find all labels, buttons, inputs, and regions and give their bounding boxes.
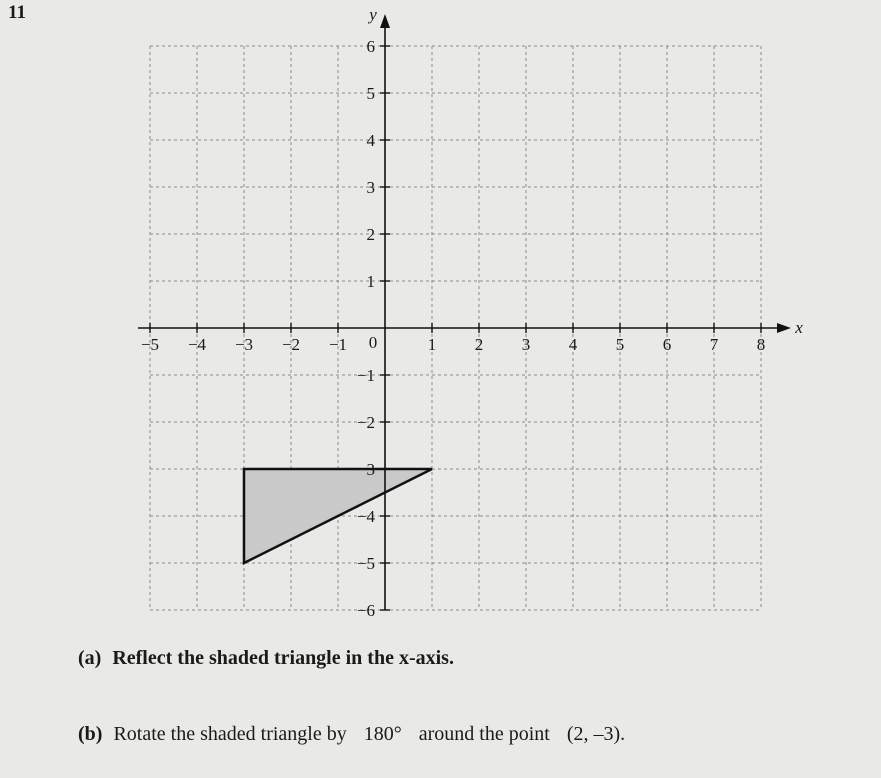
- y-tick-label: −1: [356, 366, 375, 385]
- y-tick-label: −2: [356, 413, 375, 432]
- axes: [138, 14, 791, 610]
- part-a-label: (a): [78, 647, 102, 669]
- x-tick-label: 5: [615, 335, 625, 354]
- x-tick-label: −3: [234, 335, 254, 354]
- x-axis-arrow: [777, 323, 791, 333]
- x-tick-label: 3: [521, 335, 531, 354]
- x-tick-label: 8: [756, 335, 766, 354]
- y-axis-arrow: [380, 14, 390, 28]
- part-b-text-after: around the point: [418, 723, 550, 745]
- question-part-a: [78, 647, 454, 670]
- part-a-text: Reflect the shaded triangle in the x-axis.: [112, 647, 454, 669]
- x-tick-label: −4: [187, 335, 207, 354]
- part-b-label: (b): [78, 723, 103, 745]
- y-tick-label: 2: [366, 225, 375, 244]
- part-b-text-before: Rotate the shaded triangle by: [113, 723, 347, 745]
- x-axis-label: x: [795, 318, 803, 337]
- origin-label: 0: [368, 333, 378, 352]
- x-tick-label: −1: [328, 335, 348, 354]
- x-tick-label: 7: [709, 335, 719, 354]
- y-tick-label: 3: [366, 178, 375, 197]
- x-tick-label: −5: [140, 335, 160, 354]
- y-tick-label: −6: [356, 601, 375, 620]
- x-tick-label: 6: [662, 335, 672, 354]
- question-part-b: [78, 723, 625, 746]
- part-b-point: (2, –3).: [566, 723, 626, 745]
- x-tick-label: 1: [427, 335, 437, 354]
- y-tick-label: −4: [356, 507, 375, 526]
- y-tick-label: 6: [366, 37, 375, 56]
- y-tick-label: 4: [366, 131, 375, 150]
- x-tick-label: 4: [568, 335, 578, 354]
- part-b-angle: 180°: [363, 723, 402, 745]
- y-tick-label: 5: [366, 84, 375, 103]
- x-tick-label: 2: [474, 335, 484, 354]
- x-tick-label: −2: [281, 335, 301, 354]
- y-axis-label: y: [369, 5, 377, 24]
- y-tick-label: 1: [366, 272, 375, 291]
- tick-labels: [141, 5, 803, 620]
- y-tick-label: −3: [356, 460, 375, 479]
- y-tick-label: −5: [356, 554, 375, 573]
- question-number: 11: [8, 2, 26, 23]
